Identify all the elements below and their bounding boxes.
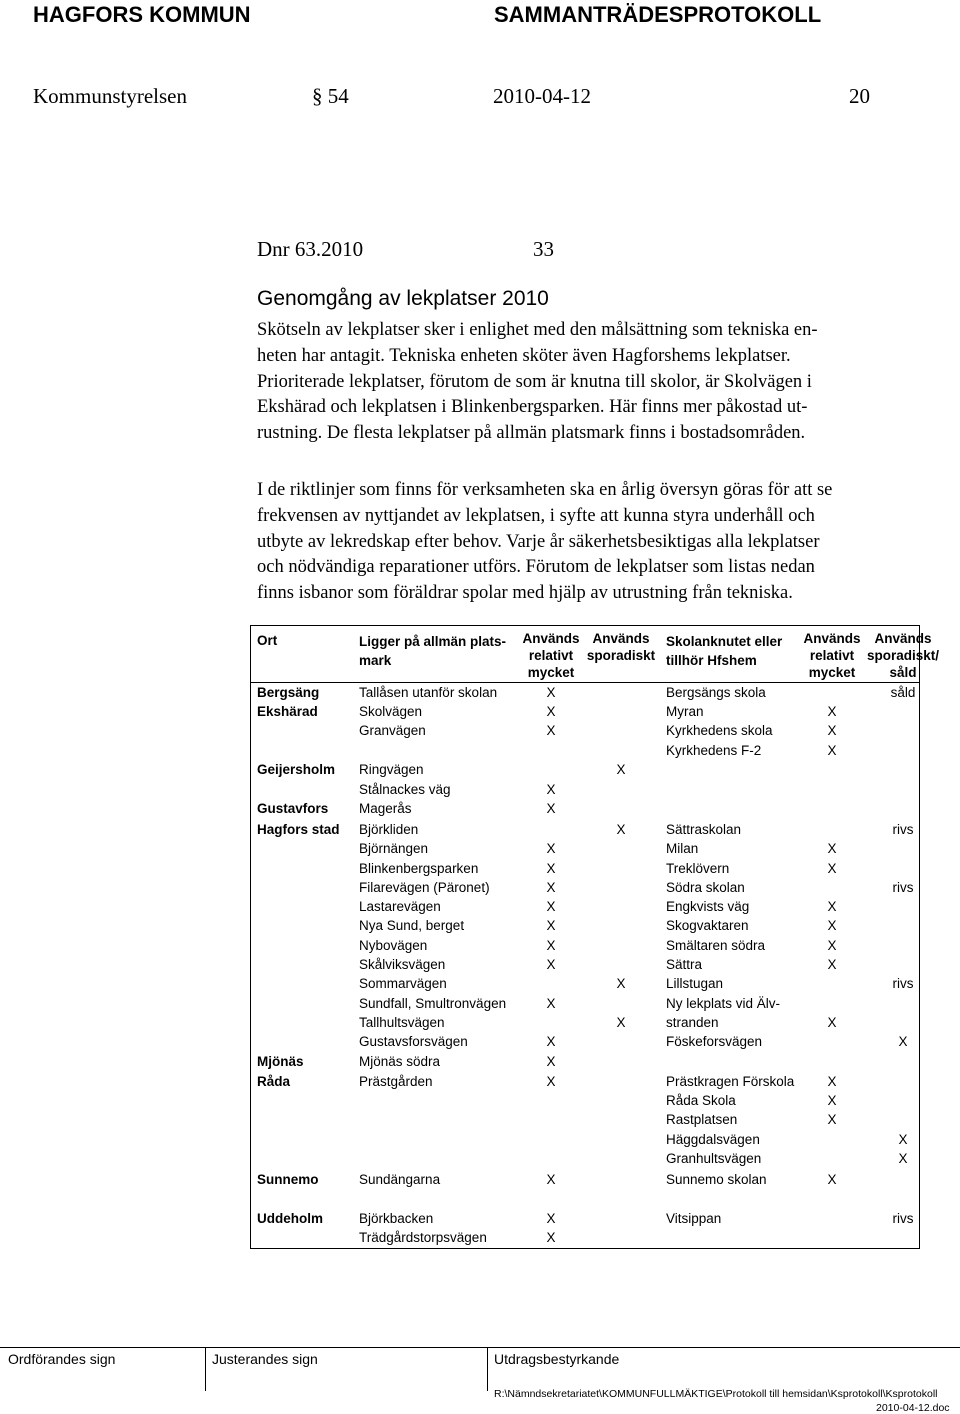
- cell-sporadiskt-2: rivs: [892, 976, 914, 991]
- cell-sporadiskt-1: X: [616, 822, 626, 837]
- cell-school: Milan: [666, 841, 699, 856]
- file-path: R:\Nämndsekretariatet\KOMMUNFULLMÄKTIGE\Protokoll till hemsidan\Ksprotokoll\Ksprotokoll: [494, 1388, 938, 1400]
- chair-signature-label: Ordförandes sign: [8, 1351, 116, 1367]
- cell-relativt-1: X: [546, 1074, 556, 1089]
- cell-relativt-2: X: [827, 918, 837, 933]
- cell-school: Vitsippan: [666, 1211, 722, 1226]
- cell-relativt-1: X: [546, 841, 556, 856]
- cell-sporadiskt-2: X: [898, 1151, 908, 1166]
- cell-location: Tallhultsvägen: [359, 1015, 445, 1030]
- cell-relativt-1: X: [546, 685, 556, 700]
- section-number: § 54: [312, 84, 349, 108]
- cell-location: Blinkenbergsparken: [359, 861, 479, 876]
- header-line: tillhör Hfshem: [666, 653, 757, 668]
- cell-location: Skolvägen: [359, 704, 423, 719]
- header-line: mycket: [808, 665, 856, 680]
- col-header-ort: Ort: [257, 633, 278, 648]
- cell-relativt-2: X: [827, 938, 837, 953]
- header-line: relativt: [809, 648, 855, 663]
- cell-relativt-1: X: [546, 1211, 556, 1226]
- committee-name: Kommunstyrelsen: [33, 84, 187, 108]
- col-header-ligger: [359, 632, 506, 670]
- cell-relativt-2: X: [827, 899, 837, 914]
- cell-relativt-1: X: [546, 957, 556, 972]
- cell-location: Prästgården: [359, 1074, 433, 1089]
- cell-location: Trädgårdstorpsvägen: [359, 1230, 487, 1245]
- col-header-relativt-2: [800, 630, 864, 681]
- header-line: sporadiskt: [586, 648, 656, 663]
- cell-location: Ringvägen: [359, 762, 424, 777]
- cell-school: Råda Skola: [666, 1093, 736, 1108]
- cell-relativt-1: X: [546, 918, 556, 933]
- cell-school: Rastplatsen: [666, 1112, 738, 1127]
- paragraph-line: Ekshärad och lekplatsen i Blinkenbergsparken. Här finns mer påkostad ut-: [257, 397, 808, 418]
- cell-location: Sommarvägen: [359, 976, 447, 991]
- cell-school: Häggdalsvägen: [666, 1132, 760, 1147]
- paragraph-line: finns isbanor som föräldrar spolar med hjälp av utrustning från tekniska.: [257, 583, 793, 604]
- cell-location: Mjönäs södra: [359, 1054, 441, 1069]
- meeting-date: 2010-04-12: [493, 84, 591, 108]
- header-line: sporadiskt/: [866, 648, 940, 663]
- footer-separator: [487, 1347, 488, 1391]
- cell-location: Gustavsforsvägen: [359, 1034, 468, 1049]
- cell-relativt-1: X: [546, 704, 556, 719]
- extract-certification-label: Utdragsbestyrkande: [494, 1351, 620, 1367]
- paragraph-line: I de riktlinjer som finns för verksamheten ska en årlig översyn göras för att se: [257, 480, 833, 500]
- cell-location: Nybovägen: [359, 938, 428, 953]
- cell-school: Bergsängs skola: [666, 685, 766, 700]
- cell-location: Filarevägen (Päronet): [359, 880, 490, 895]
- file-name: 2010-04-12.doc: [876, 1402, 950, 1414]
- cell-sporadiskt-2: X: [898, 1034, 908, 1049]
- paragraph-line: Prioriterade lekplatser, förutom de som är knutna till skolor, är Skolvägen i: [257, 371, 812, 392]
- cell-school: Kyrkhedens F-2: [666, 743, 762, 758]
- cell-sporadiskt-1: X: [616, 1015, 626, 1030]
- cell-school: Granhultsvägen: [666, 1151, 762, 1166]
- cell-relativt-2: X: [827, 1172, 837, 1187]
- cell-relativt-1: X: [546, 1172, 556, 1187]
- cell-school: Treklövern: [666, 861, 730, 876]
- paragraph-line: heten har antagit. Tekniska enheten sköter även Hagforshems lekplatser.: [257, 345, 791, 366]
- cell-sporadiskt-2: rivs: [892, 880, 914, 895]
- case-number: 33: [533, 237, 554, 261]
- cell-relativt-1: X: [546, 801, 556, 816]
- cell-relativt-2: X: [827, 1112, 837, 1127]
- cell-relativt-1: X: [546, 861, 556, 876]
- cell-school: Föskeforsvägen: [666, 1034, 763, 1049]
- cell-ort: Hagfors stad: [257, 822, 340, 837]
- cell-school: Sättraskolan: [666, 822, 742, 837]
- cell-location: Granvägen: [359, 723, 426, 738]
- org-name: HAGFORS KOMMUN: [33, 2, 251, 27]
- cell-sporadiskt-1: X: [616, 762, 626, 777]
- paragraph-line: frekvensen av nyttjandet av lekplatsen, i syfte att kunna styra underhåll och: [257, 505, 815, 526]
- cell-ort: Uddeholm: [257, 1211, 323, 1226]
- header-line: såld: [889, 665, 917, 680]
- cell-ort: Gustavfors: [257, 801, 329, 816]
- cell-relativt-1: X: [546, 723, 556, 738]
- paragraph-guidelines: [257, 478, 832, 607]
- cell-relativt-1: X: [546, 1034, 556, 1049]
- cell-school: Sunnemo skolan: [666, 1172, 767, 1187]
- cell-location: Sundfall, Smultronvägen: [359, 996, 507, 1011]
- cell-school: stranden: [666, 1015, 719, 1030]
- cell-ort: Råda: [257, 1074, 291, 1089]
- header-line: Skolanknutet eller: [666, 634, 783, 649]
- cell-relativt-1: X: [546, 782, 556, 797]
- cell-school: Prästkragen Förskola: [666, 1074, 795, 1089]
- col-header-relativt-1: [520, 630, 582, 681]
- header-line: Ligger på allmän plats-: [359, 634, 507, 649]
- cell-location: Tallåsen utanför skolan: [359, 685, 498, 700]
- cell-relativt-1: X: [546, 1054, 556, 1069]
- cell-ort: Bergsäng: [257, 685, 320, 700]
- paragraph-maintenance: [257, 318, 818, 447]
- cell-sporadiskt-2: rivs: [892, 1211, 914, 1226]
- page-title: Genomgång av lekplatser 2010: [257, 287, 549, 310]
- header-line: relativt: [528, 648, 574, 663]
- cell-ort: Geijersholm: [257, 762, 336, 777]
- footer-divider: [0, 1347, 960, 1348]
- cell-location: Lastarevägen: [359, 899, 441, 914]
- document-type: SAMMANTRÄDESPROTOKOLL: [494, 2, 822, 27]
- cell-relativt-2: X: [827, 1074, 837, 1089]
- header-line: Används: [803, 631, 861, 646]
- cell-school: Myran: [666, 704, 704, 719]
- adjuster-signature-label: Justerandes sign: [212, 1351, 318, 1367]
- cell-ort: Ekshärad: [257, 704, 318, 719]
- cell-school: Skogvaktaren: [666, 918, 749, 933]
- cell-relativt-2: X: [827, 723, 837, 738]
- cell-school: Smältaren södra: [666, 938, 766, 953]
- cell-sporadiskt-2: rivs: [892, 822, 914, 837]
- cell-relativt-1: X: [546, 938, 556, 953]
- cell-school: Engkvists väg: [666, 899, 750, 914]
- cell-location: Magerås: [359, 801, 412, 816]
- cell-relativt-1: X: [546, 996, 556, 1011]
- cell-location: Björnängen: [359, 841, 429, 856]
- cell-sporadiskt-2: X: [898, 1132, 908, 1147]
- cell-relativt-2: X: [827, 861, 837, 876]
- cell-school: Lillstugan: [666, 976, 724, 991]
- cell-school: Kyrkhedens skola: [666, 723, 773, 738]
- cell-sporadiskt-1: X: [616, 976, 626, 991]
- paragraph-line: utbyte av lekredskap efter behov. Varje år säkerhetsbesiktigas alla lekplatser: [257, 531, 820, 552]
- cell-school: Södra skolan: [666, 880, 745, 895]
- cell-ort: Mjönäs: [257, 1054, 304, 1069]
- case-dnr: Dnr 63.2010: [257, 237, 364, 261]
- cell-relativt-1: X: [546, 899, 556, 914]
- cell-school: Ny lekplats vid Älv-: [666, 996, 781, 1011]
- cell-relativt-2: X: [827, 841, 837, 856]
- cell-location: Skålviksvägen: [359, 957, 446, 972]
- footer-separator: [205, 1347, 206, 1391]
- cell-relativt-2: X: [827, 1093, 837, 1108]
- cell-relativt-2: X: [827, 704, 837, 719]
- cell-location: Björkliden: [359, 822, 419, 837]
- header-line: Används: [592, 631, 650, 646]
- paragraph-line: rustning. De flesta lekplatser på allmän platsmark finns i bostadsområden.: [257, 423, 806, 444]
- header-line: Används: [874, 631, 932, 646]
- col-header-sporadiskt-2: [864, 630, 942, 681]
- cell-location: Stålnackes väg: [359, 782, 451, 797]
- col-header-skolanknutet: [666, 632, 782, 670]
- cell-sporadiskt-2: såld: [890, 685, 916, 700]
- header-line: mark: [359, 653, 392, 668]
- cell-location: Björkbacken: [359, 1211, 434, 1226]
- cell-location: Nya Sund, berget: [359, 918, 465, 933]
- cell-location: Sundängarna: [359, 1172, 441, 1187]
- cell-relativt-1: X: [546, 880, 556, 895]
- paragraph-line: Skötseln av lekplatser sker i enlighet med den målsättning som tekniska en-: [257, 320, 818, 340]
- header-line: Används: [522, 631, 580, 646]
- paragraph-line: och nödvändiga reparationer utförs. Förutom de lekplatser som listas nedan: [257, 557, 815, 578]
- page-number: 20: [849, 84, 870, 108]
- cell-relativt-2: X: [827, 1015, 837, 1030]
- header-line: mycket: [527, 665, 575, 680]
- col-header-sporadiskt-1: [585, 630, 657, 664]
- cell-ort: Sunnemo: [257, 1172, 319, 1187]
- cell-relativt-2: X: [827, 957, 837, 972]
- cell-school: Sättra: [666, 957, 703, 972]
- cell-relativt-1: X: [546, 1230, 556, 1245]
- cell-relativt-2: X: [827, 743, 837, 758]
